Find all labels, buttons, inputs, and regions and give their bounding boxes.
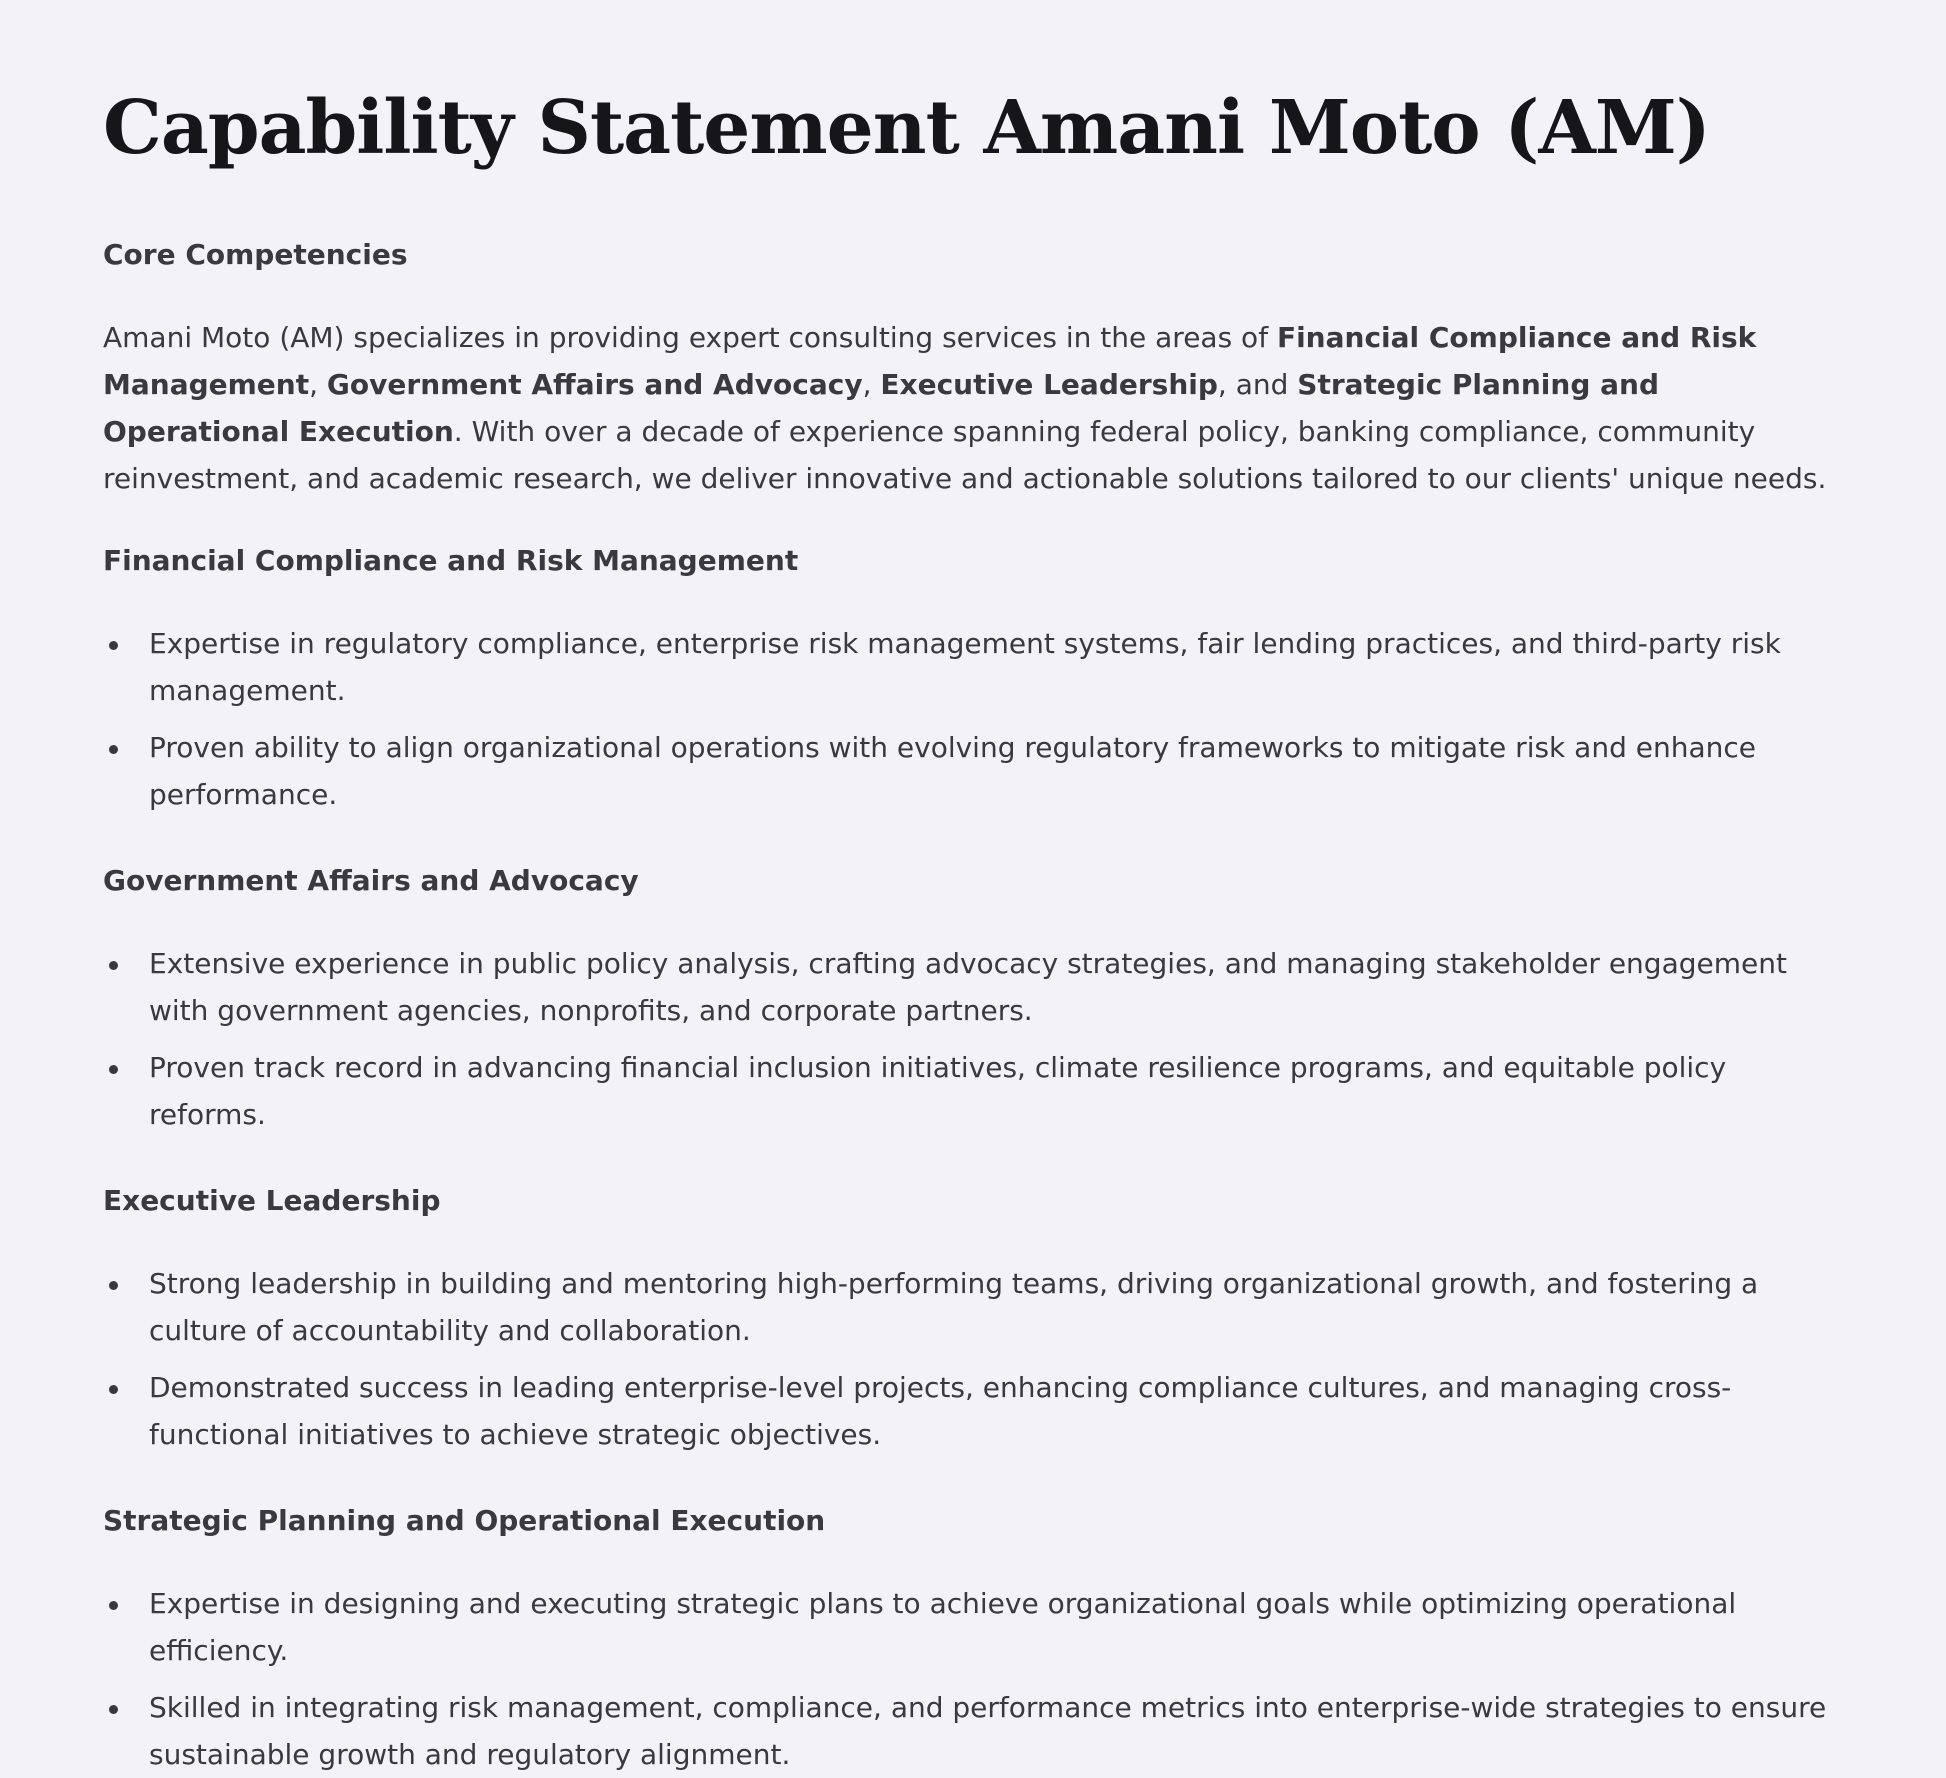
list-item: Extensive experience in public policy analysis, crafting advocacy strategies, and managing stakeholder engagement with government agencies, nonprofits, and corporate partners. <box>149 940 1846 1034</box>
intro-text: , <box>309 368 327 401</box>
section-heading: Government Affairs and Advocacy <box>103 864 639 897</box>
section-heading: Financial Compliance and Risk Management <box>103 544 799 577</box>
list-item: Proven track record in advancing financial inclusion initiatives, climate resilience programs, and equitable policy reforms. <box>149 1044 1846 1138</box>
intro-emphasis: Government Affairs and Advocacy <box>326 368 863 401</box>
intro-text: Amani Moto (AM) specializes in providing expert consulting services in the areas of <box>103 321 1277 354</box>
bullet-list <box>103 1260 1846 1458</box>
bullet-list <box>103 1580 1846 1778</box>
intro-emphasis: Executive Leadership <box>880 368 1218 401</box>
intro-text: , <box>862 368 881 401</box>
list-item: Expertise in designing and executing strategic plans to achieve organizational goals while optimizing operational efficiency. <box>149 1580 1846 1674</box>
page-title: Capability Statement Amani Moto (AM) <box>103 85 1710 171</box>
list-item: Expertise in regulatory compliance, enterprise risk management systems, fair lending practices, and third-party risk management. <box>149 620 1846 714</box>
section-government-affairs <box>103 864 1846 1138</box>
list-item: Skilled in integrating risk management, compliance, and performance metrics into enterprise-wide strategies to ensure sustainable growth and regulatory alignment. <box>149 1684 1846 1778</box>
section-heading: Executive Leadership <box>103 1184 441 1217</box>
bullet-list <box>103 940 1846 1138</box>
section-financial-compliance <box>103 544 1846 818</box>
bullet-list <box>103 620 1846 818</box>
section-executive-leadership <box>103 1184 1846 1458</box>
intro-text: , and <box>1217 368 1298 401</box>
section-strategic-planning <box>103 1504 1846 1778</box>
intro-emphasis: Financial Compliance and Risk Management <box>103 321 1757 401</box>
intro-text: . With over a decade of experience spanning federal policy, banking compliance, community reinvestment, and academic research, we deliver innovative and actionable solutions tailored to our clients' unique needs. <box>103 415 1827 495</box>
core-competencies-heading: Core Competencies <box>103 238 408 271</box>
core-competencies-intro <box>103 314 1846 502</box>
intro-emphasis: Strategic Planning and Operational Execution <box>103 368 1659 448</box>
list-item: Strong leadership in building and mentoring high-performing teams, driving organizational growth, and fostering a culture of accountability and collaboration. <box>149 1260 1846 1354</box>
section-heading: Strategic Planning and Operational Execution <box>103 1504 826 1537</box>
list-item: Proven ability to align organizational operations with evolving regulatory frameworks to mitigate risk and enhance performance. <box>149 724 1846 818</box>
list-item: Demonstrated success in leading enterprise-level projects, enhancing compliance cultures, and managing cross-functional initiatives to achieve strategic objectives. <box>149 1364 1846 1458</box>
